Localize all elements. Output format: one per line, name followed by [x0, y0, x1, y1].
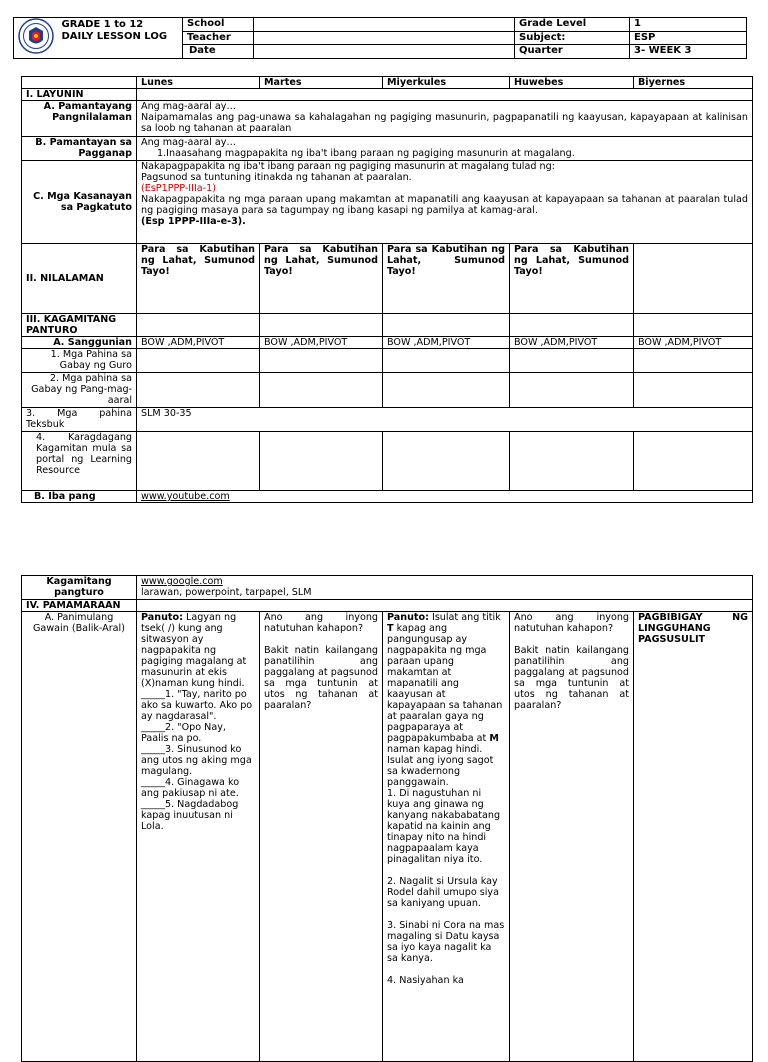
pagganap-text: 1.Inaasahang magpapakita ng iba't ibang paraan ng pagiging masunurin at magalang.	[157, 148, 575, 159]
teacher-label: Teacher	[183, 32, 254, 45]
lunes-panuto-text: Lagyan ng tsek( /) kung ang sitwasyon ay nagpapakita ng pagiging magalang at masunurin at ekis (X)naman kung hindi.	[141, 612, 247, 689]
balik-aral-huwebes	[510, 612, 634, 1062]
miy-item-2: 2. Nagalit si Ursula kay Rodel dahil umupo siya sa kaniyang upuan.	[387, 876, 499, 909]
pamantayan-pagganap-content	[137, 137, 753, 161]
huwebes-review-q2: Bakit natin kailangang panatilihin ang paggalang at pagsunod sa mga tuntunin at utos ng tahanan at paaralan?	[514, 645, 629, 711]
nilalaman-huwebes: Para sa Kabutihan ng Lahat, Sumunod Tayo!	[510, 244, 634, 314]
pangnilalaman-intro: Ang mag-aaral ay…	[141, 101, 237, 112]
pamamaraan-content	[137, 600, 753, 612]
layunin-content	[137, 89, 753, 101]
nilalaman-miyerkules: Para sa Kabutihan ng Lahat, Sumunod Tayo!	[383, 244, 510, 314]
school-value[interactable]	[254, 18, 515, 32]
karagdagan-lunes	[137, 432, 260, 491]
sanggunian-lunes: BOW ,ADM,PIVOT	[137, 337, 260, 349]
karagdagan-huwebes	[510, 432, 634, 491]
subject-value[interactable]: ESP	[630, 32, 747, 45]
gabay-guro-martes	[260, 349, 383, 373]
kasanayan-code1: (EsP1PPP-IIIa-1)	[141, 183, 216, 194]
grade-range: GRADE 1 to 12	[61, 19, 144, 30]
teacher-value[interactable]	[254, 32, 515, 45]
nilalaman-lunes: Para sa Kabutihan ng Lahat, Sumunod Tayo!	[137, 244, 260, 314]
pagganap-intro: Ang mag-aaral ay…	[141, 137, 237, 148]
title-cell	[58, 18, 183, 59]
miy-item-1: 1. Di nagustuhan ni kuya ang ginawa ng kanyang nakababatang kapatid na kainin ang tinapay nito na hindi nagpapaalam kaya pinagalitan niya ito.	[387, 788, 501, 865]
log-title: DAILY LESSON LOG	[61, 31, 168, 42]
sanggunian-label: A. Sanggunian	[22, 337, 137, 349]
kasanayan-line3: Nakapagpapakita ng mga paraan upang makamtan at mapanatili ang kaayusan at kapayapaan sa tahanan at paaralan tulad ng pagiging masaya para sa tagumpay ng ibang kasapi ng pamilya at kamag-aral.	[141, 194, 748, 216]
lesson-plan-table-continued	[21, 575, 753, 1062]
pamantayang-pangnilalaman-content	[137, 101, 753, 137]
pamantayan-pagganap-label: B. Pamantayan sa Pagganap	[22, 137, 137, 161]
miy-letter-t: T	[387, 623, 394, 634]
gabay-mag-aaral-lunes	[137, 373, 260, 408]
lesson-plan-table	[21, 76, 753, 503]
panturo-biyernes	[634, 314, 753, 337]
quarter-value[interactable]: 3- WEEK 3	[630, 45, 747, 59]
google-link[interactable]: www.google.com	[141, 576, 223, 587]
panimulang-gawain-label: A. Panimulang Gawain (Balik-Aral)	[22, 612, 137, 1062]
iba-pang-label: B. Iba pang	[22, 491, 137, 503]
karagdagan-biyernes	[634, 432, 753, 491]
panturo-huwebes	[510, 314, 634, 337]
grade-level-label: Grade Level	[515, 18, 630, 32]
nilalaman-label: II. NILALAMAN	[22, 244, 137, 314]
kasanayan-line2: Pagsunod sa tuntuning itinakda ng tahanan at paaralan.	[141, 172, 412, 183]
kasanayan-label: C. Mga Kasanayan sa Pagkatuto	[22, 161, 137, 244]
miy-text-c: naman kapag hindi. Isulat ang iyong sagot sa kwadernong panggawain.	[387, 744, 494, 788]
teksbuk-value: SLM 30-35	[137, 408, 753, 432]
balik-aral-miyerkules	[383, 612, 510, 1062]
day-header-miyerkules: Miyerkules	[383, 77, 510, 89]
kasanayan-code2: (Esp 1PPP-IIIa-e-3).	[141, 216, 246, 227]
sanggunian-martes: BOW ,ADM,PIVOT	[260, 337, 383, 349]
youtube-link[interactable]: www.youtube.com	[141, 491, 230, 502]
gabay-guro-biyernes	[634, 349, 753, 373]
miy-item-3: 3. Sinabi ni Cora na mas magaling si Datu kaysa sa iyo kaya nagalit ka sa kanya.	[387, 920, 505, 964]
lunes-item-2: _____2. "Opo Nay, Paalis na po.	[141, 722, 226, 744]
karagdagan-martes	[260, 432, 383, 491]
lunes-item-1: _____1. "Tay, narito po ako sa kuwarto. Ako po ay nagdarasal".	[141, 689, 253, 722]
grade-level-value[interactable]: 1	[630, 18, 747, 32]
corner-cell	[22, 77, 137, 89]
quarter-label: Quarter	[515, 45, 630, 59]
nilalaman-martes: Para sa Kabutihan ng Lahat, Sumunod Tayo!	[260, 244, 383, 314]
date-value[interactable]	[254, 45, 515, 59]
miy-text-a: Isulat ang titik	[431, 612, 501, 623]
sanggunian-biyernes: BOW ,ADM,PIVOT	[634, 337, 753, 349]
day-header-biyernes: Biyernes	[634, 77, 753, 89]
school-label: School	[183, 18, 254, 32]
pangnilalaman-text: Naipamamalas ang pag-unawa sa kahalagahan ng pagiging masunurin, pagpapanatili ng kaayusan, kapayapaan at kalinisan sa loob ng tahanan at paaralan	[141, 112, 748, 134]
miy-text-b: kapag ang pangungusap ay nagpapakita ng mga paraan upang makamtan at mapanatili ang kaayusan at kapayapaan sa tahanan at paaralan gaya ng pagpaparaya at pagpapakumbaba at	[387, 623, 503, 744]
miy-letter-m: M	[489, 733, 499, 744]
pamamaraan-label: IV. PAMAMARAAN	[22, 600, 137, 612]
gabay-guro-label: 1. Mga Pahina sa Gabay ng Guro	[22, 349, 137, 373]
iba-pang-value	[137, 491, 753, 503]
balik-aral-lunes	[137, 612, 260, 1062]
header-table	[13, 17, 747, 59]
gabay-mag-aaral-miyerkules	[383, 373, 510, 408]
day-header-huwebes: Huwebes	[510, 77, 634, 89]
miy-panuto-title: Panuto:	[387, 612, 429, 623]
lunes-item-3: _____3. Sinusunod ko ang utos ng aking mga magulang.	[141, 744, 252, 777]
deped-seal-cell	[14, 18, 58, 59]
date-label: Date	[183, 45, 254, 59]
panturo-martes	[260, 314, 383, 337]
lunes-panuto-title: Panuto:	[141, 612, 183, 623]
sanggunian-huwebes: BOW ,ADM,PIVOT	[510, 337, 634, 349]
huwebes-review-q1: Ano ang inyong natutuhan kahapon?	[514, 612, 629, 634]
gabay-mag-aaral-martes	[260, 373, 383, 408]
gabay-guro-miyerkules	[383, 349, 510, 373]
kasanayan-line1: Nakapagpapakita ng iba't ibang paraan ng pagiging masunurin at magalang tulad ng:	[141, 161, 555, 172]
balik-aral-biyernes: PAGBIBIGAY NG LINGGUHANG PAGSUSULIT	[634, 612, 753, 1062]
panturo-lunes	[137, 314, 260, 337]
panturo-miyerkules	[383, 314, 510, 337]
karagdagang-kagamitan-label: 4. Karagdagang Kagamitan mula sa portal ng Learning Resource	[22, 432, 137, 491]
gabay-mag-aaral-label: 2. Mga pahina sa Gabay ng Pang-mag-aaral	[22, 373, 137, 408]
sanggunian-miyerkules: BOW ,ADM,PIVOT	[383, 337, 510, 349]
miy-item-4: 4. Nasiyahan ka	[387, 975, 464, 986]
martes-review-q1: Ano ang inyong natutuhan kahapon?	[264, 612, 378, 634]
subject-label: Subject:	[515, 32, 630, 45]
day-header-lunes: Lunes	[137, 77, 260, 89]
day-header-martes: Martes	[260, 77, 383, 89]
nilalaman-biyernes	[634, 244, 753, 314]
martes-review-q2: Bakit natin kailangang panatilihin ang paggalang at pagsunod sa mga tuntunin at utos ng tahanan at paaralan?	[264, 645, 378, 711]
lunes-item-4: _____4. Ginagawa ko ang pakiusap ni ate.	[141, 777, 240, 799]
gabay-guro-lunes	[137, 349, 260, 373]
layunin-label: I. LAYUNIN	[22, 89, 137, 101]
deped-seal-icon	[18, 18, 54, 54]
kagamitang-panturo-label: III. KAGAMITANG PANTURO	[22, 314, 137, 337]
balik-aral-martes	[260, 612, 383, 1062]
karagdagan-miyerkules	[383, 432, 510, 491]
gabay-guro-huwebes	[510, 349, 634, 373]
pamantayang-pangnilalaman-label: A. Pamantayang Pangnilalaman	[22, 101, 137, 137]
gabay-mag-aaral-huwebes	[510, 373, 634, 408]
teksbuk-label: 3. Mga pahina Teksbuk	[22, 408, 137, 432]
lunes-item-5: _____5. Nagdadabog kapag inuutusan ni Lola.	[141, 799, 239, 832]
kagamitang-pangturo-label: Kagamitang pangturo	[22, 576, 137, 600]
gabay-mag-aaral-biyernes	[634, 373, 753, 408]
kagamitan-list: larawan, powerpoint, tarpapel, SLM	[141, 587, 312, 598]
kagamitang-pangturo-content	[137, 576, 753, 600]
kasanayan-content	[137, 161, 753, 244]
